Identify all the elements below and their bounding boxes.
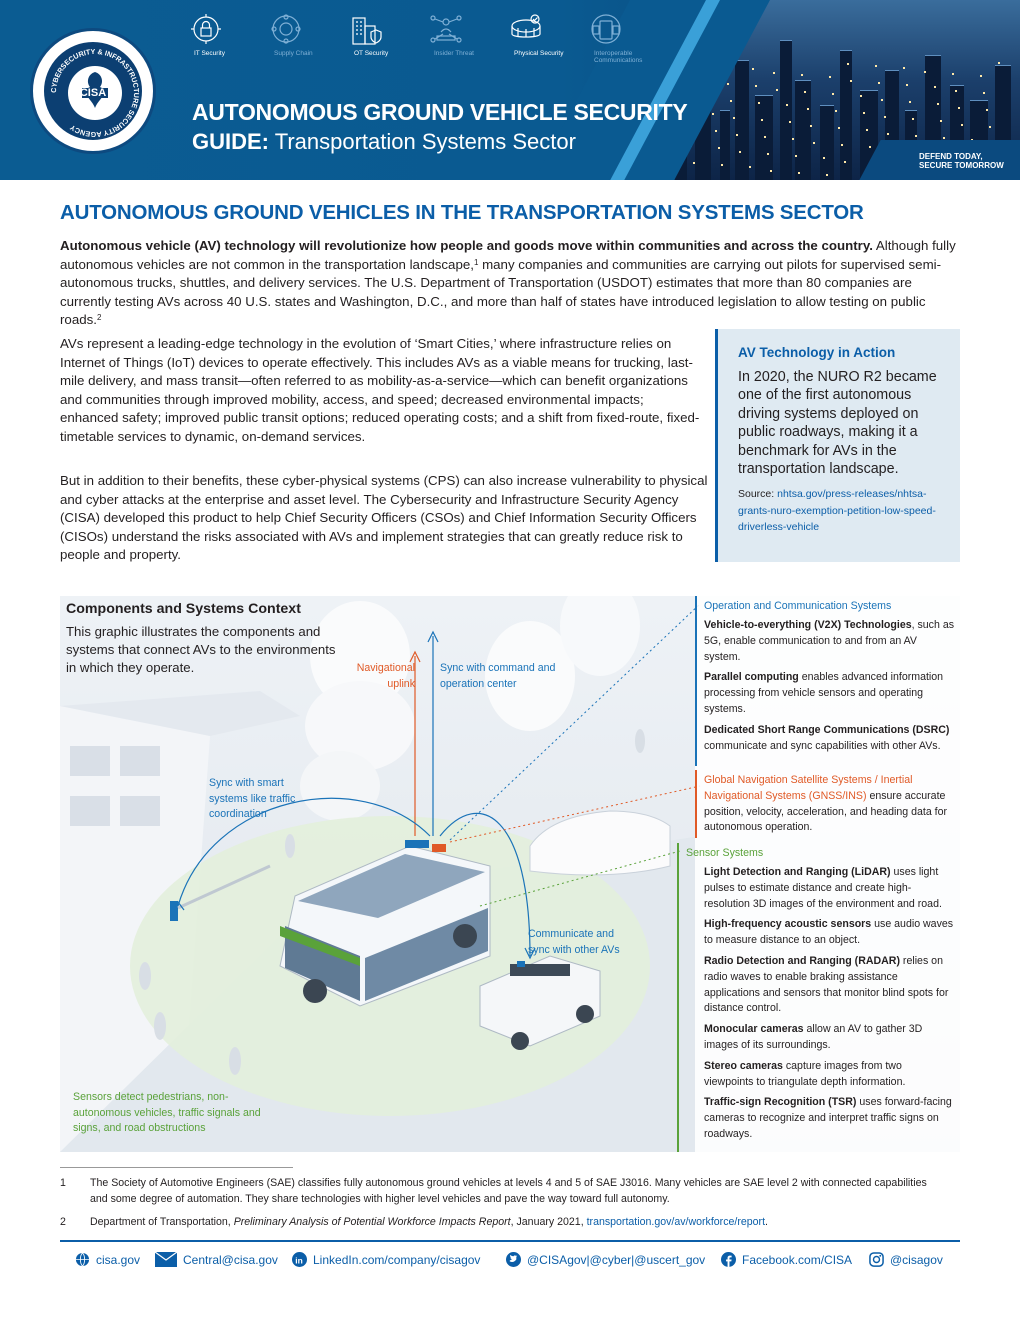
twitter-link[interactable]: @CISAgov|@cyber|@uscert_gov	[506, 1252, 705, 1267]
label-sync-command: Sync with command and operation center	[440, 662, 556, 690]
envelope-icon	[155, 1252, 177, 1267]
radar-item: Radio Detection and Ranging (RADAR) relies on radio waves to enable braking assistance applications and sensors that monitor blind spots for distance control.	[704, 954, 949, 1015]
systems-sidebar	[686, 596, 960, 1152]
gnss-section	[695, 770, 960, 838]
tagline: DEFEND TODAY, SECURE TOMORROW	[919, 152, 1004, 170]
dsrc-item: Dedicated Short Range Communications (DSRC) communicate and sync capabilities with other AVs.	[704, 723, 950, 752]
tsr-item: Traffic-sign Recognition (TSR) uses forward-facing cameras to recognize and interpret traffic signs on roadways.	[704, 1096, 952, 1140]
linkedin-link[interactable]: in LinkedIn.com/company/cisagov	[292, 1252, 480, 1267]
workforce-report-link[interactable]: transportation.gov/av/workforce/report	[586, 1216, 766, 1228]
insider-threat-icon: Insider Threat	[426, 12, 466, 57]
linkedin-icon	[292, 1252, 307, 1267]
intro-paragraph: Autonomous vehicle (AV) technology will revolutionize how people and goods move within communities and across the country. Although fully autonomous vehicles are not common in the transportation landscape,$^1$ many companies and communities are carrying out pilots for supervised semi-autonomous trucks, shuttles, and delivery services. The U.S. Department of Transportation (USDOT) estimates that more than 80 companies are currently testing AVs across 40 U.S. states and Washington, D.C., and more than half of states have introduced legislation to allow testing on public roads.$^2$	[60, 238, 956, 328]
av-technology-callout	[715, 329, 960, 562]
it-security-icon: IT Security	[186, 12, 226, 57]
facebook-link[interactable]: Facebook.com/CISA	[721, 1252, 852, 1267]
facebook-icon	[721, 1252, 736, 1267]
globe-icon	[75, 1252, 90, 1267]
header-banner	[0, 0, 1020, 180]
ot-security-icon: OT Security	[346, 12, 386, 57]
acoustic-item: High-frequency acoustic sensors use audio waves to measure distance to an object.	[704, 918, 954, 947]
operation-heading: Operation and Communication Systems	[704, 600, 892, 612]
footnote-divider	[60, 1167, 293, 1168]
cps-risk-paragraph: But in addition to their benefits, these cyber-physical systems (CPS) can also increase vulnerability to physical and cyber attacks at the enterprise and asset level. The Cybersecurity and Infrastructure Security Agency (CISA) developed this product to help Chief Security Officers (CSOs) and Chief Information Security Officers (CISOs) understand the risks associated with AVs and implement strategies that can greatly reduce risk to people and property.	[60, 473, 708, 563]
svg-text:CYBERSECURITY & INFRASTRUCTURE: CYBERSECURITY & INFRASTRUCTURE SECURITY AGENCY	[48, 46, 142, 140]
email-link[interactable]: Central@cisa.gov	[155, 1252, 278, 1267]
smart-cities-paragraph: AVs represent a leading-edge technology in the evolution of ‘Smart Cities,’ where infrastructure relies on Internet of Things (IoT) devices to operate effectively. This includes AVs as a viable means for trucking, last-mile delivery, and mass transit—often referred to as mobility-as-a-service—which can benefit organizations and communities through improved mobility, access, and speed; decreased environmental impacts; enhanced safety; improved public transit options; reduced operating costs; and a shift from fixed-route, fixed-timetable services to dynamic, on-demand services.	[60, 336, 700, 444]
label-sensors-detect: Sensors detect pedestrians, non-autonomous vehicles, traffic signals and signs, and road obstructions	[73, 1091, 261, 1134]
instagram-link[interactable]: @cisagov	[869, 1252, 943, 1267]
source-link[interactable]: nhtsa.gov/press-releases/nhtsa-grants-nuro-exemption-petition-low-speed-driverless-vehicle	[738, 488, 936, 534]
document-title: AUTONOMOUS GROUND VEHICLE SECURITY	[192, 99, 688, 125]
graphic-title: Components and Systems Context	[66, 601, 301, 617]
gnss-item: Global Navigation Satellite Systems / Inertial Navigational Systems (GNSS/INS) ensure accurate position, velocity, acceleration, and heading data for autonomous operation.	[704, 774, 948, 834]
sensor-systems-section	[677, 843, 960, 1152]
graphic-description: This graphic illustrates the components and systems that connect AVs to the environments in which they operate.	[66, 624, 336, 676]
sensor-heading: Sensor Systems	[686, 847, 764, 859]
parallel-computing-item: Parallel computing enables advanced information processing from vehicle sensors and operating systems.	[704, 671, 944, 715]
label-communicate-avs: Communicate and sync with other AVs	[528, 928, 620, 956]
monocular-item: Monocular cameras allow an AV to gather 3D images of its surroundings.	[704, 1023, 923, 1051]
physical-security-icon: Physical Security	[506, 12, 546, 57]
label-navigational-uplink: Navigational uplink	[356, 662, 415, 690]
footnote-1: 1 The Society of Automotive Engineers (SAE) classifies fully autonomous ground vehicles at levels 4 and 5 of SAE J3016. Many vehicles are SAE level 2 with connected capabilities and some degree of automation. They share technologies with higher level vehicles and pave the way toward full autonomy.	[60, 1177, 927, 1205]
svg-text:in: in	[295, 1255, 303, 1266]
interoperable-communications-icon: Interoperable Communications	[586, 12, 626, 64]
contact-divider	[60, 1240, 960, 1242]
v2x-item: Vehicle-to-everything (V2X) Technologies, such as 5G, enable communication to and from an AV system.	[704, 619, 955, 663]
stereo-item: Stereo cameras capture images from two viewpoints to triangulate depth information.	[704, 1059, 906, 1088]
callout-title: AV Technology in Action	[738, 345, 896, 360]
footnote-2: 2 Department of Transportation, Preliminary Analysis of Potential Workforce Impacts Report, January 2021, transportation.gov/av/workforce/report.	[60, 1216, 768, 1228]
callout-source: Source: nhtsa.gov/press-releases/nhtsa-grants-nuro-exemption-petition-low-speed-driverless-vehicle	[738, 488, 936, 534]
supply-chain-icon: Supply Chain	[266, 12, 306, 57]
callout-body: In 2020, the NURO R2 became one of the first autonomous driving systems deployed on public roadways, making it a benchmark for AVs in the transportation landscape.	[738, 369, 937, 478]
operation-communication-section	[695, 596, 960, 766]
label-sync-smart-systems: Sync with smart systems like traffic coordination	[209, 777, 296, 820]
cisa-seal-logo: CYBERSECURITY & INFRASTRUCTURE SECURITY AGENCY CISA	[30, 28, 156, 154]
website-link[interactable]: cisa.gov	[75, 1252, 140, 1267]
lidar-item: Light Detection and Ranging (LiDAR) uses light pulses to estimate distance and create high-resolution 3D images of the environment and road.	[704, 866, 942, 910]
twitter-icon	[506, 1252, 521, 1267]
section-heading: AUTONOMOUS GROUND VEHICLES IN THE TRANSPORTATION SYSTEMS SECTOR	[60, 201, 864, 224]
document-subtitle: GUIDE: Transportation Systems Sector	[192, 129, 576, 154]
instagram-icon	[869, 1252, 884, 1267]
